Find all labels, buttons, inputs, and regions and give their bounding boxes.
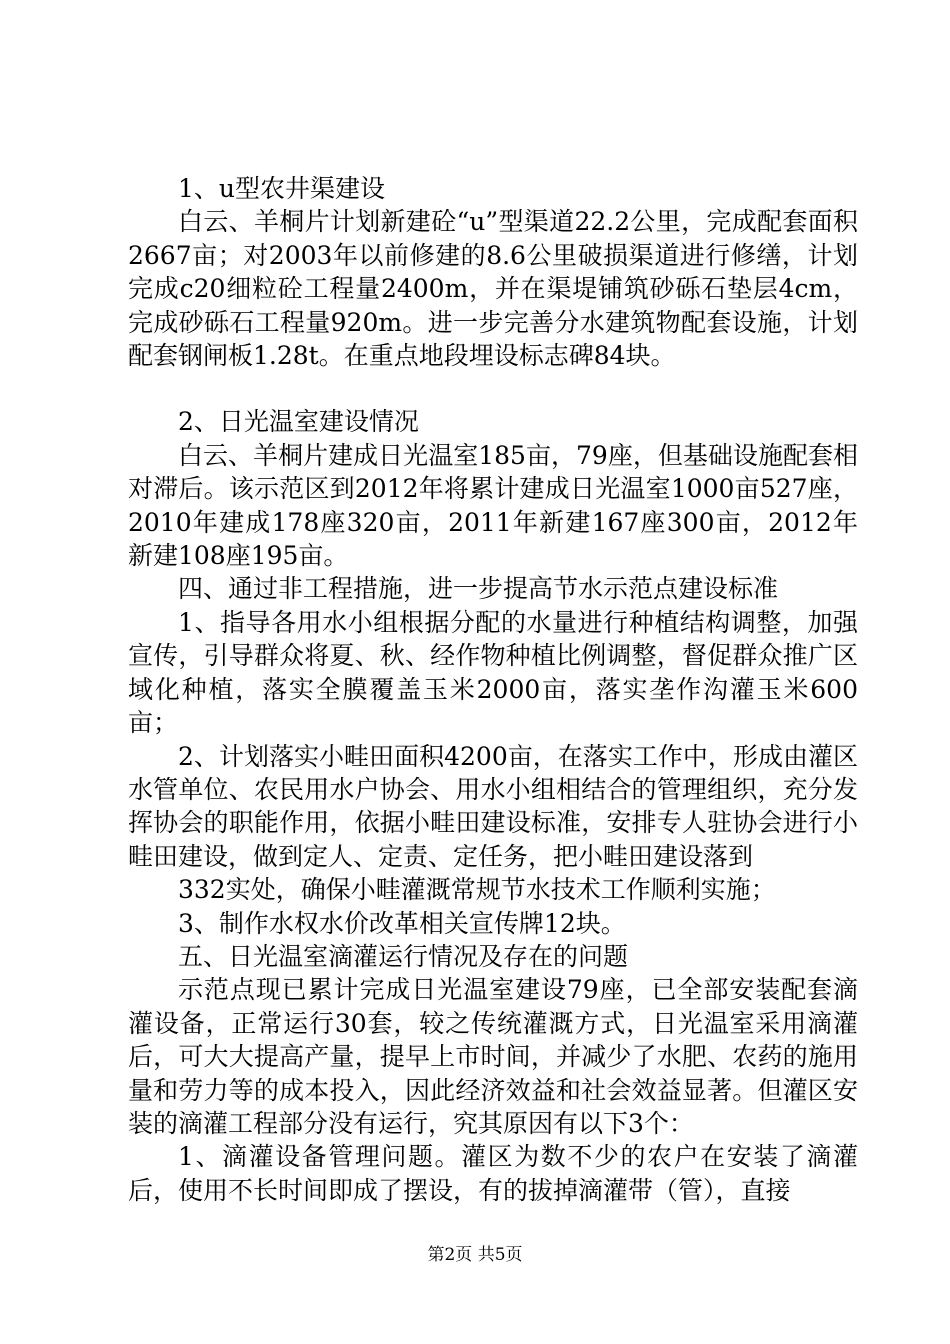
paragraph-greenhouse-details: 白云、羊桐片建成日光温室185亩，79座，但基础设施配套相对滞后。该示范区到2012年将累计建成日光温室1000亩527座，2010年建成178座320亩，2011年新建167座300亩，2012年新建108座195亩。 xyxy=(128,440,858,571)
paragraph-canal-details: 白云、羊桐片计划新建砼“u”型渠道22.2公里，完成配套面积2667亩；对2003年以前修建的8.6公里破损渠道进行修缮，计划完成c20细粒砼工程量2400m，并在渠堤铺筑砂砾石垫层4cm，完成砂砾石工程量920m。进一步完善分水建筑物配套设施，计划配套钢闸板1.28t。在重点地段埋设标志碑84块。 xyxy=(128,207,858,371)
section-heading-greenhouse: 2、日光温室建设情况 xyxy=(178,407,419,437)
paragraph-planting-structure: 1、指导各用水小组根据分配的水量进行种植结构调整，加强宣传，引导群众将夏、秋、经作物种植比例调整，督促群众推广区域化种植，落实全膜覆盖玉米2000亩，落实垄作沟灌玉米600亩； xyxy=(128,607,858,738)
paragraph-drip-management: 1、滴灌设备管理问题。灌区为数不少的农户在安装了滴灌后，使用不长时间即成了摆设，有的拔掉滴灌带（管），直接 xyxy=(128,1142,858,1205)
page-number-footer: 第2页 共5页 xyxy=(427,1245,523,1265)
paragraph-small-field: 2、计划落实小畦田面积4200亩，在落实工作中，形成由灌区水管单位、农民用水户协会、用水小组相结合的管理组织，充分发挥协会的职能作用，依据小畦田建设标准，安排专人驻协会进行小畦田建设，做到定人、定责、定任务，把小畦田建设落到 xyxy=(128,741,858,871)
section-heading-drip-irrigation: 五、日光温室滴灌运行情况及存在的问题 xyxy=(178,941,629,971)
paragraph-drip-status: 示范点现已累计完成日光温室建设79座，已全部安装配套滴灌设备，正常运行30套，较之传统灌溉方式，日光温室采用滴灌后，可大大提高产量，提早上市时间，并减少了水肥、农药的施用量和劳力等的成本投入，因此经济效益和社会效益显著。但灌区安装的滴灌工程部分没有运行，究其原因有以下3个： xyxy=(128,975,858,1138)
paragraph-small-field-continued: 332实处，确保小畦灌溉常规节水技术工作顺利实施； xyxy=(178,875,776,905)
section-heading-non-engineering: 四、通过非工程措施，进一步提高节水示范点建设标准 xyxy=(178,574,779,604)
document-body xyxy=(128,172,858,1207)
section-heading-u-canal: 1、u型农井渠建设 xyxy=(178,174,386,203)
paragraph-signboards: 3、制作水权水价改革相关宣传牌12块。 xyxy=(178,908,626,938)
